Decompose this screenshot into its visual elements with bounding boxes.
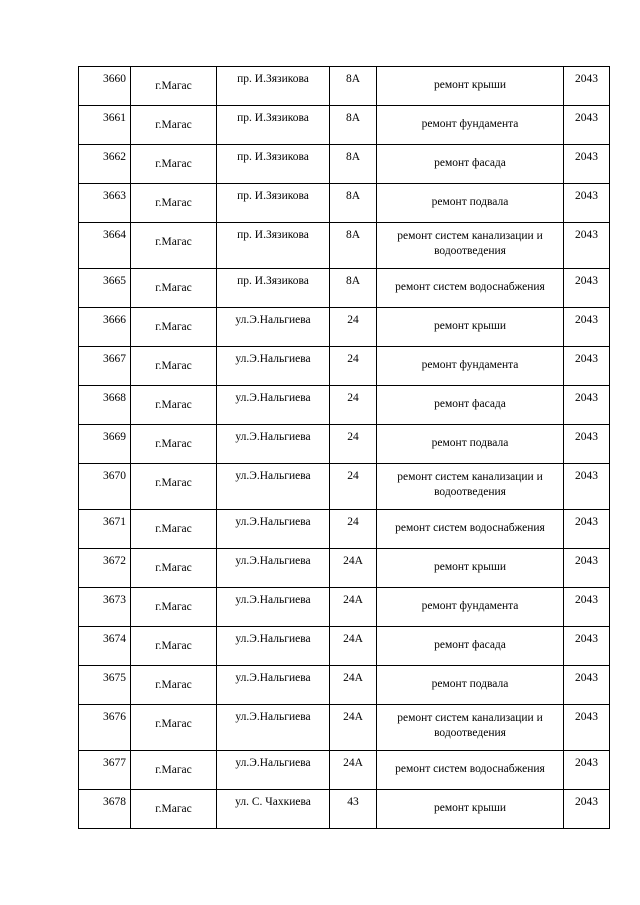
table-row <box>79 425 610 464</box>
street-cell: пр. И.Зязикова <box>217 223 330 269</box>
row-number-cell: 3674 <box>79 627 131 666</box>
table-row <box>79 184 610 223</box>
year-cell: 2043 <box>564 269 610 308</box>
row-number-cell: 3668 <box>79 386 131 425</box>
table-row <box>79 666 610 705</box>
street-cell: ул.Э.Нальгиева <box>217 666 330 705</box>
table-row <box>79 705 610 751</box>
house-number-cell: 24 <box>330 464 377 510</box>
row-number-cell: 3677 <box>79 751 131 790</box>
table-row <box>79 67 610 106</box>
row-number-cell: 3666 <box>79 308 131 347</box>
year-cell: 2043 <box>564 67 610 106</box>
row-number-cell: 3669 <box>79 425 131 464</box>
work-type-cell: ремонт крыши <box>377 308 564 347</box>
city-cell: г.Магас <box>131 106 217 145</box>
table-row <box>79 106 610 145</box>
table-row <box>79 386 610 425</box>
street-cell: ул.Э.Нальгиева <box>217 627 330 666</box>
street-cell: ул.Э.Нальгиева <box>217 308 330 347</box>
table-row <box>79 223 610 269</box>
table-row <box>79 308 610 347</box>
street-cell: ул.Э.Нальгиева <box>217 347 330 386</box>
house-number-cell: 24 <box>330 510 377 549</box>
city-cell: г.Магас <box>131 790 217 829</box>
row-number-cell: 3665 <box>79 269 131 308</box>
row-number-cell: 3667 <box>79 347 131 386</box>
year-cell: 2043 <box>564 705 610 751</box>
street-cell: ул.Э.Нальгиева <box>217 464 330 510</box>
house-number-cell: 24А <box>330 588 377 627</box>
street-cell: ул.Э.Нальгиева <box>217 705 330 751</box>
city-cell: г.Магас <box>131 184 217 223</box>
street-cell: ул.Э.Нальгиева <box>217 510 330 549</box>
work-type-cell: ремонт фасада <box>377 145 564 184</box>
city-cell: г.Магас <box>131 308 217 347</box>
year-cell: 2043 <box>564 106 610 145</box>
work-type-cell: ремонт фасада <box>377 386 564 425</box>
house-number-cell: 24А <box>330 751 377 790</box>
city-cell: г.Магас <box>131 347 217 386</box>
work-type-cell: ремонт фундамента <box>377 106 564 145</box>
city-cell: г.Магас <box>131 269 217 308</box>
table-row <box>79 588 610 627</box>
city-cell: г.Магас <box>131 464 217 510</box>
house-number-cell: 24А <box>330 705 377 751</box>
table-row <box>79 790 610 829</box>
table-row <box>79 145 610 184</box>
city-cell: г.Магас <box>131 627 217 666</box>
city-cell: г.Магас <box>131 145 217 184</box>
year-cell: 2043 <box>564 627 610 666</box>
table-body <box>79 67 610 829</box>
house-number-cell: 43 <box>330 790 377 829</box>
year-cell: 2043 <box>564 588 610 627</box>
street-cell: пр. И.Зязикова <box>217 67 330 106</box>
city-cell: г.Магас <box>131 67 217 106</box>
work-type-cell: ремонт фасада <box>377 627 564 666</box>
year-cell: 2043 <box>564 223 610 269</box>
row-number-cell: 3662 <box>79 145 131 184</box>
house-number-cell: 8А <box>330 184 377 223</box>
table-row <box>79 627 610 666</box>
house-number-cell: 24 <box>330 386 377 425</box>
year-cell: 2043 <box>564 386 610 425</box>
house-number-cell: 24А <box>330 549 377 588</box>
year-cell: 2043 <box>564 145 610 184</box>
street-cell: пр. И.Зязикова <box>217 145 330 184</box>
house-number-cell: 24 <box>330 425 377 464</box>
year-cell: 2043 <box>564 751 610 790</box>
table-row <box>79 347 610 386</box>
row-number-cell: 3672 <box>79 549 131 588</box>
work-type-cell: ремонт систем водоснабжения <box>377 751 564 790</box>
row-number-cell: 3663 <box>79 184 131 223</box>
work-type-cell: ремонт крыши <box>377 67 564 106</box>
year-cell: 2043 <box>564 464 610 510</box>
work-type-cell: ремонт фундамента <box>377 588 564 627</box>
city-cell: г.Магас <box>131 549 217 588</box>
street-cell: ул.Э.Нальгиева <box>217 386 330 425</box>
house-number-cell: 24А <box>330 627 377 666</box>
city-cell: г.Магас <box>131 666 217 705</box>
table-row <box>79 510 610 549</box>
city-cell: г.Магас <box>131 510 217 549</box>
work-type-cell: ремонт систем канализации и водоотведения <box>377 223 564 269</box>
house-number-cell: 8А <box>330 67 377 106</box>
city-cell: г.Магас <box>131 425 217 464</box>
year-cell: 2043 <box>564 308 610 347</box>
row-number-cell: 3673 <box>79 588 131 627</box>
year-cell: 2043 <box>564 184 610 223</box>
house-number-cell: 8А <box>330 145 377 184</box>
row-number-cell: 3671 <box>79 510 131 549</box>
house-number-cell: 24А <box>330 666 377 705</box>
row-number-cell: 3660 <box>79 67 131 106</box>
street-cell: пр. И.Зязикова <box>217 184 330 223</box>
work-type-cell: ремонт крыши <box>377 790 564 829</box>
work-type-cell: ремонт подвала <box>377 184 564 223</box>
house-number-cell: 24 <box>330 308 377 347</box>
street-cell: пр. И.Зязикова <box>217 269 330 308</box>
row-number-cell: 3675 <box>79 666 131 705</box>
table-row <box>79 269 610 308</box>
row-number-cell: 3678 <box>79 790 131 829</box>
work-type-cell: ремонт подвала <box>377 425 564 464</box>
table-row <box>79 751 610 790</box>
work-type-cell: ремонт крыши <box>377 549 564 588</box>
table-row <box>79 464 610 510</box>
year-cell: 2043 <box>564 510 610 549</box>
city-cell: г.Магас <box>131 386 217 425</box>
street-cell: ул.Э.Нальгиева <box>217 588 330 627</box>
house-number-cell: 8А <box>330 269 377 308</box>
work-type-cell: ремонт систем канализации и водоотведения <box>377 705 564 751</box>
work-type-cell: ремонт подвала <box>377 666 564 705</box>
street-cell: ул.Э.Нальгиева <box>217 751 330 790</box>
year-cell: 2043 <box>564 425 610 464</box>
row-number-cell: 3670 <box>79 464 131 510</box>
street-cell: ул.Э.Нальгиева <box>217 425 330 464</box>
row-number-cell: 3661 <box>79 106 131 145</box>
row-number-cell: 3664 <box>79 223 131 269</box>
work-type-cell: ремонт систем водоснабжения <box>377 269 564 308</box>
repair-schedule-table <box>78 66 610 829</box>
year-cell: 2043 <box>564 549 610 588</box>
city-cell: г.Магас <box>131 223 217 269</box>
work-type-cell: ремонт систем канализации и водоотведения <box>377 464 564 510</box>
year-cell: 2043 <box>564 790 610 829</box>
house-number-cell: 24 <box>330 347 377 386</box>
house-number-cell: 8А <box>330 106 377 145</box>
row-number-cell: 3676 <box>79 705 131 751</box>
street-cell: ул.Э.Нальгиева <box>217 549 330 588</box>
work-type-cell: ремонт систем водоснабжения <box>377 510 564 549</box>
year-cell: 2043 <box>564 666 610 705</box>
work-type-cell: ремонт фундамента <box>377 347 564 386</box>
city-cell: г.Магас <box>131 751 217 790</box>
table-row <box>79 549 610 588</box>
street-cell: пр. И.Зязикова <box>217 106 330 145</box>
year-cell: 2043 <box>564 347 610 386</box>
street-cell: ул. С. Чахкиева <box>217 790 330 829</box>
city-cell: г.Магас <box>131 588 217 627</box>
city-cell: г.Магас <box>131 705 217 751</box>
house-number-cell: 8А <box>330 223 377 269</box>
